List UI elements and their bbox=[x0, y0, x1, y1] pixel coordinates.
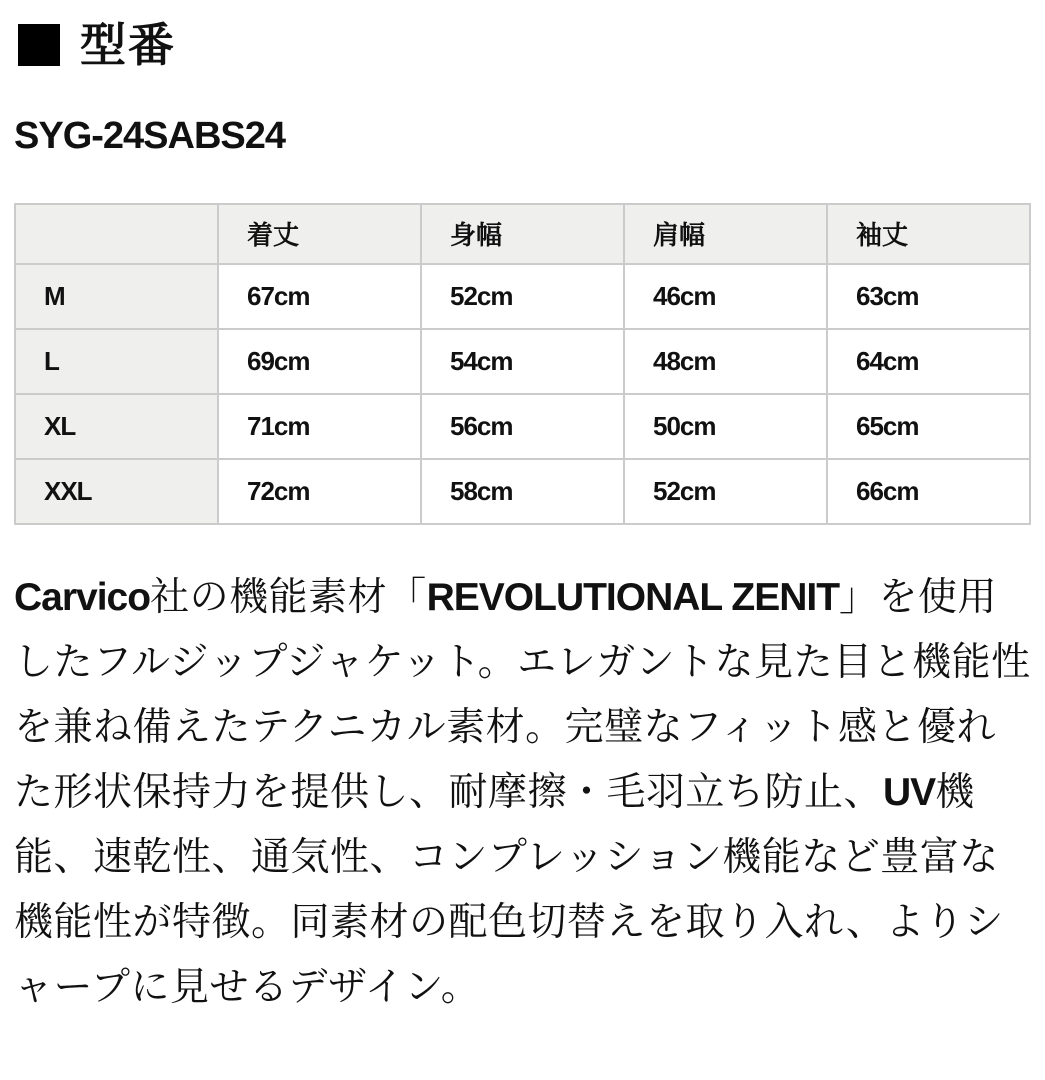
table-row-xl bbox=[15, 394, 1030, 459]
section-heading-label: 型番 bbox=[80, 19, 176, 71]
black-square-icon bbox=[18, 24, 60, 66]
column-header-sleeve-length: 袖丈 bbox=[827, 204, 1030, 264]
measurement-cell: 52cm bbox=[421, 264, 624, 329]
measurement-cell: 71cm bbox=[218, 394, 421, 459]
table-row-xxl bbox=[15, 459, 1030, 524]
brand-name: Carvico bbox=[14, 575, 151, 619]
column-header-body-width: 身幅 bbox=[421, 204, 624, 264]
size-table bbox=[14, 203, 1031, 525]
size-label: M bbox=[15, 264, 218, 329]
measurement-cell: 46cm bbox=[624, 264, 827, 329]
product-description bbox=[14, 565, 1031, 1020]
measurement-cell: 58cm bbox=[421, 459, 624, 524]
table-row-m bbox=[15, 264, 1030, 329]
measurement-cell: 56cm bbox=[421, 394, 624, 459]
measurement-cell: 50cm bbox=[624, 394, 827, 459]
size-label: XL bbox=[15, 394, 218, 459]
fabric-name: REVOLUTIONAL ZENIT bbox=[426, 575, 840, 619]
column-header-shoulder-width: 肩幅 bbox=[624, 204, 827, 264]
measurement-cell: 54cm bbox=[421, 329, 624, 394]
size-label: XXL bbox=[15, 459, 218, 524]
model-number: SYG-24SABS24 bbox=[14, 114, 286, 157]
column-header-body-length: 着丈 bbox=[218, 204, 421, 264]
description-text: 機能、速乾性、通気性、コンプレッション機能など豊富な機能性が特徴。同素材の配色切替えを取り入れ、よりシャープに見せるデザイン。 bbox=[14, 770, 1004, 1009]
uv-label: UV bbox=[883, 770, 936, 814]
measurement-cell: 52cm bbox=[624, 459, 827, 524]
table-row-l bbox=[15, 329, 1030, 394]
measurement-cell: 64cm bbox=[827, 329, 1030, 394]
measurement-cell: 63cm bbox=[827, 264, 1030, 329]
size-label: L bbox=[15, 329, 218, 394]
measurement-cell: 67cm bbox=[218, 264, 421, 329]
measurement-cell: 72cm bbox=[218, 459, 421, 524]
measurement-cell: 65cm bbox=[827, 394, 1030, 459]
description-text: 社の機能素材「 bbox=[150, 575, 427, 619]
corner-cell bbox=[15, 204, 218, 264]
measurement-cell: 66cm bbox=[827, 459, 1030, 524]
description-text: 」を使用したフルジップジャケット。エレガントな見た目と機能性を兼ね備えたテクニカル素材。完璧なフィット感と優れた形状保持力を提供し、耐摩擦・毛羽立ち防止、 bbox=[14, 575, 1031, 814]
measurement-cell: 48cm bbox=[624, 329, 827, 394]
section-heading bbox=[18, 20, 1031, 71]
size-table-header-row bbox=[15, 204, 1030, 264]
measurement-cell: 69cm bbox=[218, 329, 421, 394]
